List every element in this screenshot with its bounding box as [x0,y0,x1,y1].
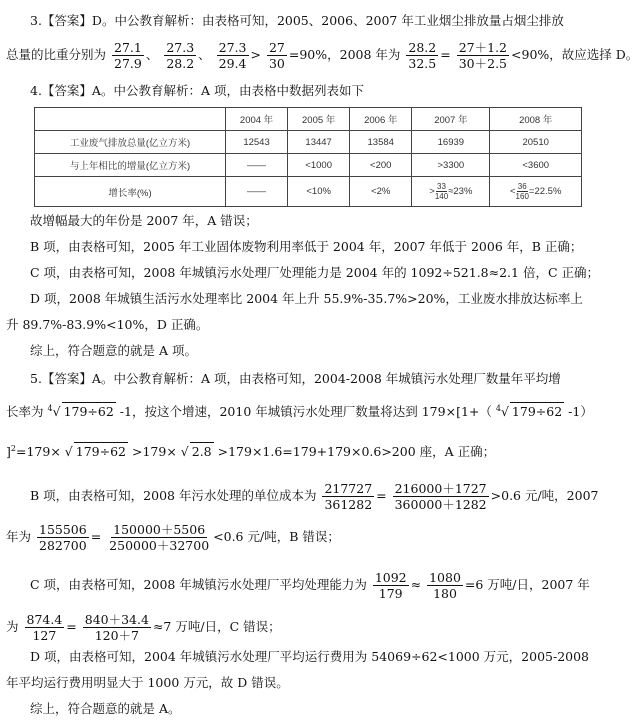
q4-line: C 项，由表格可知，2008 年城镇污水处理厂处理能力是 2004 年的 1092÷521.8≈2.1 倍，C 正确； [30,265,599,280]
q5-heading: 5.【答案】A。中公教育解析：A 项，由表格可知，2004-2008 年城镇污水处理厂数量年平均增 [30,371,561,386]
fraction: $\frac{27.3}{28.2}$ [166,40,195,71]
q3-fraction-line: 总量的比重分别为 $\frac{27.1}{27.9}$ 、 $\frac{27.3}{28.2}$ 、 $\frac{27.3}{29.4}$ > $\frac{27}{30}$ =90%，2008 年为 $\frac{28.2}{32.5}$ = $\frac{27+1.2}{30+2.5}$ <90%，故应选择 D。 [6,40,638,71]
q4-heading: 4.【答案】A。中公教育解析：A 项，由表格中数据列表如下 [30,83,364,98]
q4-line: B 项，由表格可知，2005 年工业固体废物利用率低于 2004 年，2007 年低于 2006 年，B 正确； [30,239,583,254]
q3-heading: 3.【答案】D。中公教育解析：由表格可知，2005、2006、2007 年工业烟尘排放量占烟尘排放 [30,13,564,28]
q4-line: 故增幅最大的年份是 2007 年，A 错误； [30,213,258,228]
fraction: $\frac{874.4}{127}$ [26,612,63,643]
growth-2008: < $\frac{36}{160}$ =22.5% [490,177,582,207]
q5-c-line: C 项，由表格可知，2008 年城镇污水处理厂平均处理能力为 $\frac{1092}{179}$ ≈ $\frac{1080}{180}$ =6 万吨/日，2007 年 [30,570,590,601]
fraction: $\frac{27.3}{29.4}$ [218,40,247,71]
fraction: $\frac{155506}{282700}$ [39,522,87,553]
fourth-root: $^4$√ 179÷62 [495,404,563,420]
fraction: $\frac{150000+5506}{250000+32700}$ [109,522,210,553]
q5-b-line2: 年为 $\frac{155506}{282700}$ = $\frac{150000+5506}{250000+32700}$ <0.6 元/吨，B 错误； [6,522,340,553]
fraction: $\frac{217727}{361282}$ [324,481,373,512]
table-row: 工业废气排放总量(亿立方米) 12543 13447 13584 16939 20510 [35,131,582,154]
fraction: $\frac{840+34.4}{120+7}$ [84,612,149,643]
q5-estimate-line: ]$^2$=179× √ 179÷62 >179× √ 2.8 >179×1.6=179+179×0.6>200 座，A 正确； [6,444,496,460]
q5-c-line2: 为 $\frac{874.4}{127}$ = $\frac{840+34.4}{120+7}$ ≈7 万吨/日，C 错误； [6,612,281,643]
fraction: $\frac{28.2}{32.5}$ [408,40,437,71]
table-header-row: 2004 年 2005 年 2006 年 2007 年 2008 年 [35,108,582,131]
q4-line: D 项，2008 年城镇生活污水处理率比 2004 年上升 55.9%-35.7%>20%，工业废水排放达标率上 [30,291,583,306]
q5-d-line2: 年平均运行费用明显大于 1000 万元，故 D 错误。 [6,675,289,690]
q4-conclusion: 综上，符合题意的就是 A 项。 [30,343,197,358]
fourth-root: $^4$√ 179÷62 [47,404,114,420]
fraction: $\frac{27+1.2}{30+2.5}$ [458,40,508,71]
fraction: $\frac{1092}{179}$ [374,570,407,601]
fraction: $\frac{27.1}{27.9}$ [114,40,142,71]
fraction: $\frac{27}{30}$ [268,40,285,71]
q5-b-line: B 项，由表格可知，2008 年污水处理的单位成本为 $\frac{217727}{361282}$ = $\frac{216000+1727}{360000+1282}$ >0.6 元/吨，2007 [30,481,599,512]
table-row: 与上年相比的增量(亿立方米) —— <1000 <200 >3300 <3600 [35,154,582,177]
q4-line: 升 89.7%-83.9%<10%，D 正确。 [6,317,209,332]
table-row: 增长率(%) —— <10% <2% > $\frac{33}{140}$ ≈23% < $\frac{36}{160}$ =22.5% [35,177,582,207]
fraction: $\frac{1080}{180}$ [429,570,461,601]
emissions-table [34,107,582,207]
square-root: √ 179÷62 [64,444,126,460]
growth-2007: > $\frac{33}{140}$ ≈23% [412,177,490,207]
q5-conclusion: 综上，符合题意的就是 A。 [30,701,181,716]
fraction: $\frac{216000+1727}{360000+1282}$ [394,481,487,512]
square-root: √ 2.8 [180,444,212,460]
q3-intro: 总量的比重分别为 [6,47,107,62]
q5-growth-line: 长率为 $^4$√ 179÷62 -1，按这个增速，2010 年城镇污水处理厂数量将达到 179×[1+（ $^4$√ 179÷62 -1） [6,404,593,420]
q5-d-line: D 项，由表格可知，2004 年城镇污水处理厂平均运行费用为 54069÷62<1000 万元，2005-2008 [30,649,590,664]
